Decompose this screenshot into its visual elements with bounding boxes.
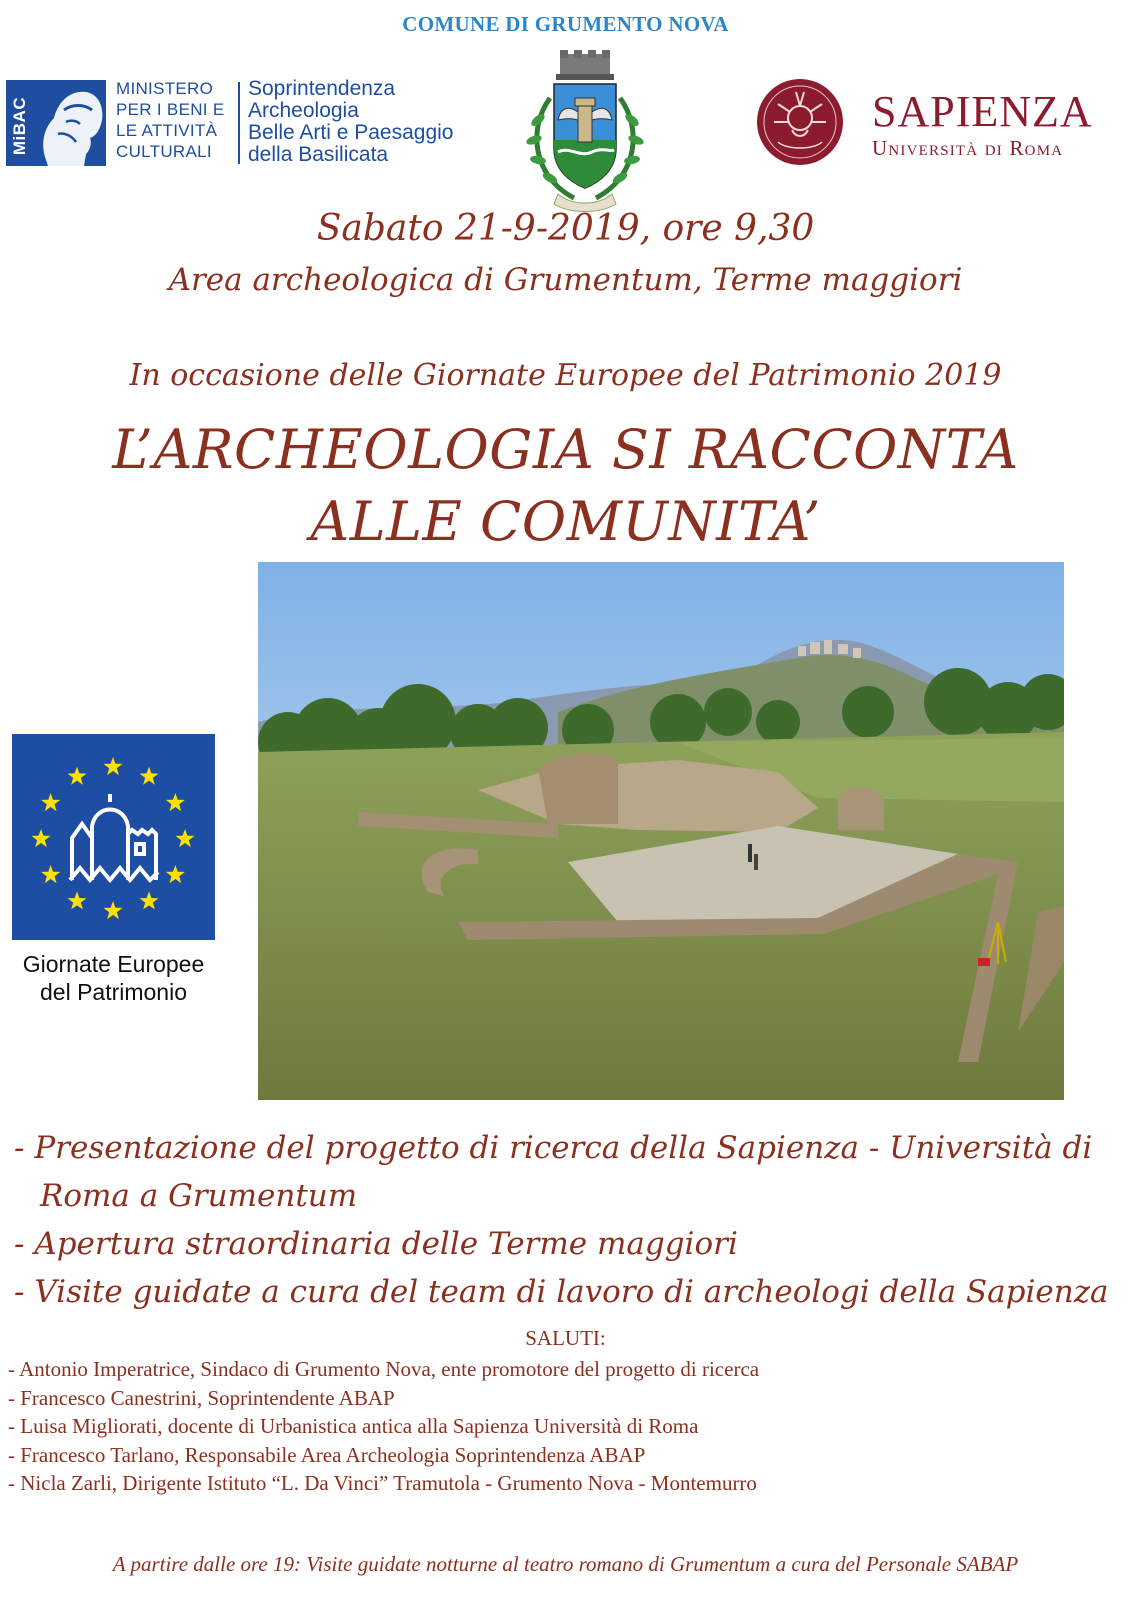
star-icon — [32, 829, 51, 847]
star-icon — [41, 793, 60, 811]
star-icon — [41, 865, 60, 883]
star-icon — [104, 757, 123, 775]
gep-line2: del Patrimonio — [39, 979, 188, 1005]
star-icon — [176, 829, 195, 847]
ministero-text — [116, 78, 224, 162]
gep-logo — [12, 734, 215, 940]
soprintendenza-line: della Basilicata — [248, 143, 389, 166]
sapienza-name: SAPIENZA — [872, 87, 1093, 136]
star-icon — [104, 901, 123, 919]
soprintendenza-text — [248, 78, 453, 166]
soprintendenza-line: Archeologia — [248, 99, 359, 122]
sapienza-seal-icon — [756, 78, 844, 166]
gep-line1: Giornate Europee — [22, 951, 205, 977]
comune-heading: COMUNE DI GRUMENTO NOVA — [402, 12, 729, 36]
mibac-short-label: MiBAC — [10, 96, 29, 156]
mibac-divider — [238, 82, 240, 164]
program-list — [14, 1124, 1124, 1316]
gep-logo-text — [12, 950, 215, 1006]
archaeological-site-photo — [258, 562, 1064, 1100]
sapienza-subtitle: Università di Roma — [872, 136, 1064, 160]
footer-note: A partire dalle ore 19: Visite guidate notturne al teatro romano di Grumentum a cura del Personale SABAP — [112, 1552, 1019, 1576]
mibac-logo — [6, 78, 496, 170]
event-place: Area archeologica di Grumentum, Terme maggiori — [168, 262, 963, 298]
program-item: - Apertura straordinaria delle Terme maggiori — [14, 1226, 738, 1262]
mibac-emblem — [6, 80, 106, 166]
event-date: Sabato 21-9-2019, ore 9,30 — [316, 208, 815, 249]
gep-emblem-icon — [12, 734, 215, 940]
star-icon — [140, 767, 159, 785]
saluti-list — [8, 1355, 759, 1498]
saluti-item: - Antonio Imperatrice, Sindaco di Grumento Nova, ente promotore del progetto di ricerca — [8, 1357, 760, 1381]
program-item: - Presentazione del progetto di ricerca della Sapienza - Università di — [14, 1130, 1093, 1166]
star-icon — [166, 793, 185, 811]
star-icon — [140, 891, 159, 909]
event-title-line1: L’ARCHEOLOGIA SI RACCONTA — [112, 418, 1019, 481]
program-item-continued: Roma a Grumentum — [40, 1178, 358, 1214]
star-icon — [68, 891, 87, 909]
ministero-line: LE ATTIVITÀ — [116, 121, 218, 140]
saluti-item: - Luisa Migliorati, docente di Urbanistica antica alla Sapienza Università di Roma — [8, 1414, 699, 1438]
saluti-item: - Francesco Canestrini, Soprintendente ABAP — [8, 1385, 395, 1410]
coat-of-arms-icon — [520, 48, 650, 216]
soprintendenza-line: Soprintendenza — [248, 77, 396, 100]
star-icon — [166, 865, 185, 883]
program-item: - Visite guidate a cura del team di lavoro di archeologi della Sapienza — [14, 1274, 1109, 1310]
ministero-line: MINISTERO — [116, 79, 214, 98]
star-icon — [68, 767, 87, 785]
saluti-item: - Francesco Tarlano, Responsabile Area Archeologia Soprintendenza ABAP — [8, 1442, 646, 1467]
ministero-line: PER I BENI E — [116, 100, 225, 119]
event-occasion: In occasione delle Giornate Europee del Patrimonio 2019 — [129, 358, 1002, 393]
soprintendenza-line: Belle Arti e Paesaggio — [248, 121, 454, 144]
event-title-line2: ALLE COMUNITA’ — [310, 490, 821, 553]
saluti-item: - Nicla Zarli, Dirigente Istituto “L. Da Vinci” Tramutola - Grumento Nova - Montemurro — [8, 1471, 757, 1495]
ministero-line: CULTURALI — [116, 142, 212, 161]
saluti-heading: SALUTI: — [525, 1326, 606, 1350]
